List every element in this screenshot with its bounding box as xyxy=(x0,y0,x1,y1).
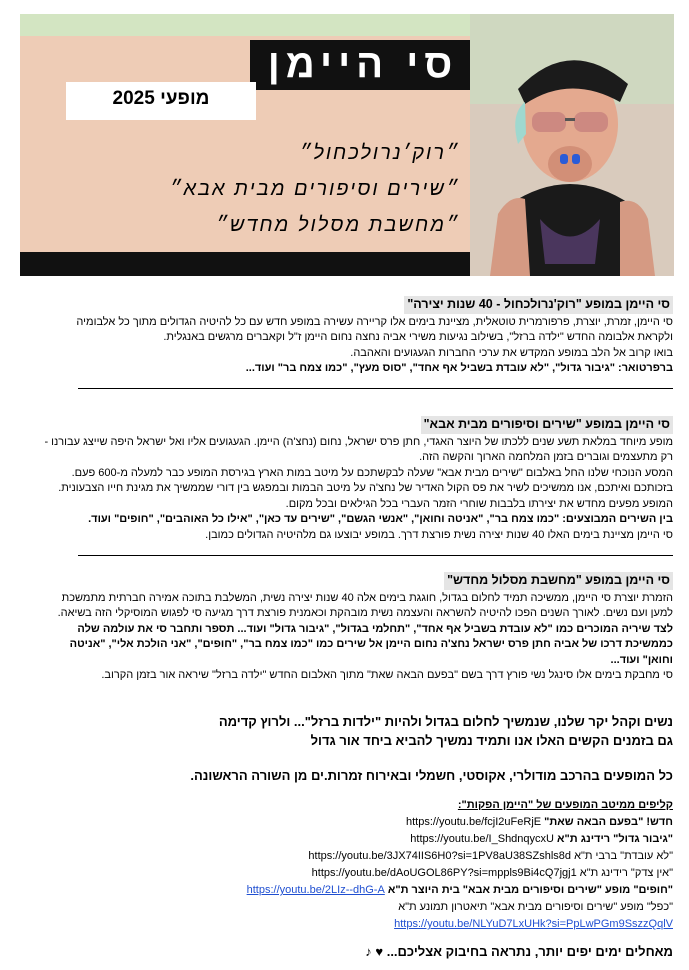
divider xyxy=(78,555,673,556)
section-rocknroll xyxy=(40,296,673,377)
clip-item xyxy=(160,831,673,848)
section-paragraph: לצד שיריה המוכרים כמו "לא עובדת בשביל אף אחד", "תחלמי בגדול", "גיבור גדול" ועוד... תספר ותחבר סי את עולמה שלה כממשיכת דרכו של אביה חתן פרס ישראל נחצ'ה נחום היימן אל שירים כמו "כמו צמח בר", "חופים", "אני הולכת אלי", "אניטה וחואן" ועוד... xyxy=(69,622,673,666)
closing-line-2: גם בזמנים הקשים האלו אנו ותמיד נמשיך להביא ביחד אור גדול xyxy=(310,733,673,748)
clip-label: "חופים" מופע "שירים וסיפורים מבית אבא" בית היוצר ת"א xyxy=(387,884,673,896)
clip-link[interactable]: https://youtu.be/I_ShdnqycxU xyxy=(410,833,554,845)
clip-item xyxy=(160,882,673,899)
closing-line-3: כל המופעים בהרכב מודולרי, אקוסטי, חשמלי ובאירוח זמרות.ים מן השורה הראשונה. xyxy=(190,768,673,783)
section-paragraph: הזמרת יוצרת סי היימן, ממשיכה תמיד לחלום בגדול, חוגגת בימים אלה 40 שנות יצירה נשית, המשלבת בתוכה אמירה חברתית מתמשכת למען ועם נשים. לאורך השנים הפכו להיטיה להשראה והעצמה נשית מובהקת וכאמנית פורצת דרך מגיעה סי לפגוש המוסיקלי הזה בשיאה. xyxy=(57,591,673,619)
section-recalculating xyxy=(40,572,673,684)
clips-header: קליפים ממיטב המופעים של "היימן הפקות": xyxy=(457,799,673,811)
banner-title: סי היימן xyxy=(267,42,459,86)
clip-label: "אין צדק" רידינג ת"א xyxy=(579,867,673,879)
banner-line-1: ״רוק׳נרולכחול״ xyxy=(299,142,460,164)
section-title: סי היימן במופע "רוק'נרולכחול - 40 שנות יצירה" xyxy=(404,296,673,314)
clip-link[interactable]: https://youtu.be/2LIz--dhG-A xyxy=(246,884,385,896)
artist-photo xyxy=(470,14,674,276)
repertoire-line: ברפרטואר: "גיבור גדול", "לא עובדת בשביל אף אחד", "סוס מעץ", "כמו צמח בר" ועוד... xyxy=(245,362,673,374)
clip-item xyxy=(160,865,673,882)
clip-link[interactable]: https://youtu.be/3JX74IIS6H0?si=1PV8aU38SZshls8d xyxy=(308,850,572,862)
clip-label: חדש! "בפעם הבאה שאת" xyxy=(544,816,673,828)
clip-label: "לא עובדת" ברבי ת"א xyxy=(574,850,673,862)
section-paragraph: סי מחבקת בימים אלו סינגל נשי פורץ דרך בשם "בפעם הבאה שאת" מתוך האלבום החדש "ילדה ברזל" שיראה אור בזמן הקרוב. xyxy=(101,669,673,681)
banner-line-2: ״שירים וסיפורים מבית אבא״ xyxy=(169,178,460,200)
clip-item xyxy=(160,899,673,916)
clip-item xyxy=(160,916,673,933)
hero-banner xyxy=(20,14,674,276)
show-label-box xyxy=(66,82,256,120)
section-paragraph: סי היימן מציינת בימים האלו 40 שנות יצירה נשית פורצת דרך. במופע יבוצעו גם מלהיטיה הגדולים כמובן. xyxy=(205,528,673,541)
footer-message: מאחלים ימים יפים יותר, נתראה בחיבוק אצליכם... ♥ ♪ xyxy=(365,944,673,959)
divider xyxy=(78,388,673,389)
clip-item xyxy=(160,814,673,831)
section-paragraph: המסע הנוכחי שלנו החל באלבום "שירים מבית אבא" שעלה לבקשתכם על מיטב במות הארץ בגירסת המופע כבר למעלה מ-600 פעם. בזכותכם ואיתכם, אנו ממשיכים לשיר את פס הקול האדיר של נחצ'ה על מיטב הבמות ובמפגש בין דורי שממשיך את מגינת חייו הצבעונית. המופע מפעים מחדש את יצירתו בלבבות שוחרי הזמר העברי בכל הגילאים ובכל מקום. xyxy=(58,466,673,510)
section-paragraph: מופע מיוחד במלאת תשע שנים ללכתו של היוצר האגדי, חתן פרס ישראל, נחום (נחצ'ה) היימן. הגעגועים אליו ואל ישראל היפה שייצג עבורנו - רק מתעצמים וגוברים בזמן המלחמה הארוך והקשה הזה. xyxy=(44,435,673,463)
closing-message xyxy=(40,712,673,750)
banner-line-3: ״מחשבת מסלול מחדש״ xyxy=(215,214,460,236)
show-label: מופעי 2025 xyxy=(112,88,210,109)
section-title: סי היימן במופע "שירים וסיפורים מבית אבא" xyxy=(421,416,673,434)
lineup-note xyxy=(40,766,673,785)
clip-label: "גיבור גדול" רידינג ת"א xyxy=(557,833,673,845)
clip-item xyxy=(160,848,673,865)
section-paragraph: סי היימן, זמרת, יוצרת, פרפורמרית טוטאלית, מציינת בימים אלו קריירה עשירה במופע חדש עם כל להיטיה הגדולים מתוך כל אלבומיה ולקראת אלבומה החדש "ילדה ברזל", בשילוב נגיעות משירי אביה נחצה נחום היימן ז"ל וקאברים מרגשים באנגלית. xyxy=(76,315,673,343)
section-paragraph: בואו קרוב אל הלב במופע המקדש את ערכי החברות הגעגועים והאהבה. xyxy=(350,346,673,359)
title-box xyxy=(250,40,476,90)
artist-photo-illustration xyxy=(470,14,674,276)
section-fathers-songs xyxy=(40,416,673,543)
songs-line: בין השירים המבוצעים: "כמו צמח בר", "אניטה וחואן", "אנשי הגשם", "שירים עד כאן", "אילו כל האוהבים", "חופים" ועוד. xyxy=(88,513,673,525)
clip-link[interactable]: https://youtu.be/fcjI2uFeRjE xyxy=(405,816,542,828)
clip-link[interactable]: https://youtu.be/dAoUGOL86PY?si=mppls9Bi4cQ7jgj1 xyxy=(311,867,577,879)
closing-line-1: נשים וקהל יקר שלנו, שנמשיך לחלום בגדול ולהיות "ילדות ברזל"... ולרוץ קדימה xyxy=(218,714,673,729)
clips-list xyxy=(160,797,673,933)
banner-bottom-stripe xyxy=(20,252,470,276)
clip-label: "כפל" מופע "שירים וסיפורים מבית אבא" תיאטרון תמונע ת"א xyxy=(398,901,673,913)
section-title: סי היימן במופע "מחשבת מסלול מחדש" xyxy=(444,572,673,590)
clip-link[interactable]: https://youtu.be/NLYuD7LxUHk?si=PpLwPGm9SszzQqlV xyxy=(394,918,673,930)
